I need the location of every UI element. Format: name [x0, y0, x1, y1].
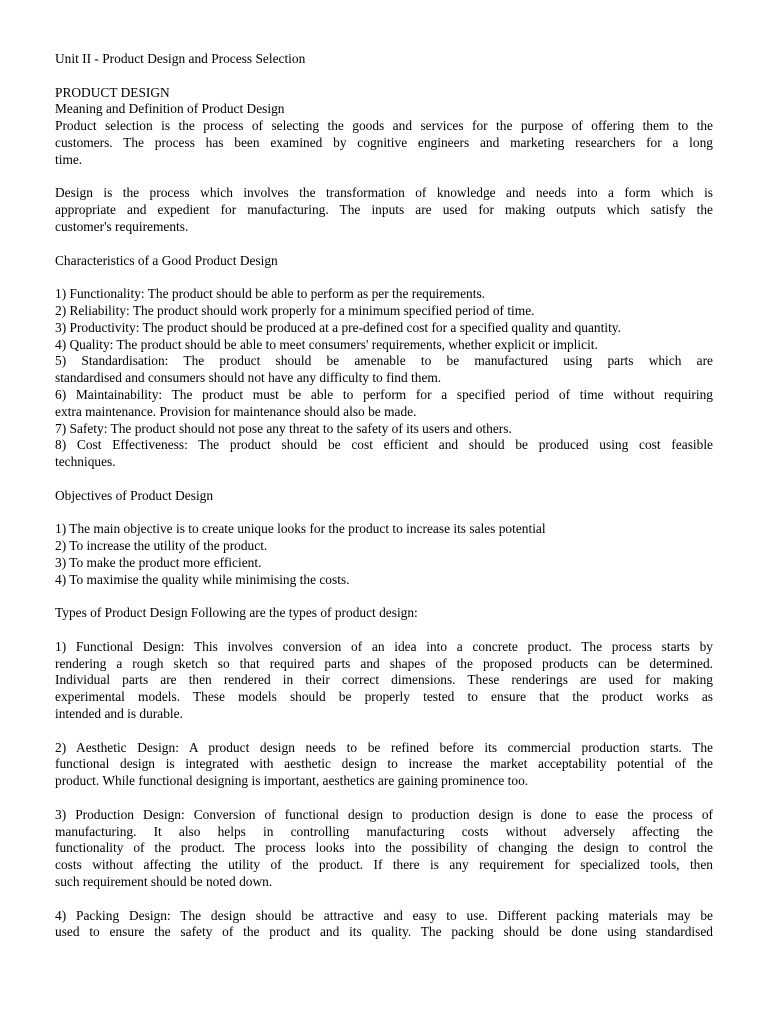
characteristics-heading: Characteristics of a Good Product Design — [55, 252, 278, 268]
text-line: 1) Functional Design: This involves conversion of an idea into a concrete product. The process starts by — [55, 638, 713, 654]
text-line: functional design is integrated with aesthetic design to increase the market acceptability potential of the — [55, 756, 713, 772]
list-item: 5) Standardisation: The product should be amenable to be manufactured using parts which are — [55, 353, 713, 369]
text-line: Individual parts are then rendered in their correct dimensions. These renderings are used for making — [55, 672, 713, 688]
paragraph-packing-design — [55, 908, 713, 942]
text-line: Design is the process which involves the transformation of knowledge and needs into a form which is — [55, 185, 713, 201]
text-line: 2) Aesthetic Design: A product design needs to be refined before its commercial production starts. The — [55, 739, 713, 755]
list-item: 4) To maximise the quality while minimising the costs. — [55, 571, 350, 587]
text-line: manufacturing. It also helps in controlling manufacturing costs without adversely affecting the — [55, 823, 713, 839]
list-item: 4) Quality: The product should be able to meet consumers' requirements, whether explicit or implicit. — [55, 336, 598, 352]
paragraph-functional-design — [55, 639, 713, 723]
text-line: functionality of the product. The process looks into the possibility of changing the design to control the — [55, 840, 713, 856]
objectives-list — [55, 521, 713, 588]
text-line: Product selection is the process of selecting the goods and services for the purpose of offering them to the — [55, 118, 713, 134]
list-item: extra maintenance. Provision for maintenance should also be made. — [55, 403, 417, 419]
subsection-heading: Meaning and Definition of Product Design — [55, 101, 285, 117]
types-heading: Types of Product Design Following are the types of product design: — [55, 605, 418, 621]
text-line: 4) Packing Design: The design should be attractive and easy to use. Different packing materials may be — [55, 907, 713, 923]
text-line: costs without affecting the utility of the product. If there is any requirement for specialized tools, then — [55, 857, 713, 873]
document-body — [55, 51, 713, 941]
text-line: 3) Production Design: Conversion of functional design to production design is done to ease the process of — [55, 806, 713, 822]
text-line: rendering a rough sketch so that required parts and shapes of the proposed products can be determined. — [55, 655, 713, 671]
paragraph-design-definition — [55, 185, 713, 235]
list-item: techniques. — [55, 454, 116, 470]
list-item: 3) Productivity: The product should be produced at a pre-defined cost for a specified quality and quantity. — [55, 319, 621, 335]
text-line: such requirement should be noted down. — [55, 874, 273, 890]
text-line: customer's requirements. — [55, 218, 189, 234]
list-item: 1) Functionality: The product should be able to perform as per the requirements. — [55, 286, 485, 302]
list-item: 7) Safety: The product should not pose any threat to the safety of its users and others. — [55, 420, 512, 436]
text-line: appropriate and expedient for manufacturing. The inputs are used for making outputs which satisfy the — [55, 202, 713, 218]
text-line: customers. The process has been examined by cognitive engineers and marketing researchers for a long — [55, 134, 713, 150]
text-line: product. While functional designing is important, aesthetics are gaining prominence too. — [55, 773, 529, 789]
list-item: 3) To make the product more efficient. — [55, 554, 262, 570]
unit-title: Unit II - Product Design and Process Selection — [55, 51, 306, 66]
section-heading: PRODUCT DESIGN — [55, 84, 170, 100]
text-line: used to ensure the safety of the product and its quality. The packing should be done using standardised — [55, 924, 713, 940]
objectives-heading: Objectives of Product Design — [55, 487, 214, 503]
text-line: time. — [55, 151, 83, 167]
paragraph-production-design — [55, 807, 713, 891]
list-item: 2) To increase the utility of the product. — [55, 538, 268, 554]
list-item: 2) Reliability: The product should work properly for a minimum specified period of time. — [55, 302, 535, 318]
paragraph-product-selection — [55, 118, 713, 168]
list-item: 8) Cost Effectiveness: The product should be cost efficient and should be produced using cost feasible — [55, 437, 713, 453]
list-item: 6) Maintainability: The product must be able to perform for a specified period of time without requiring — [55, 386, 713, 402]
list-item: standardised and consumers should not have any difficulty to find them. — [55, 370, 442, 386]
text-line: experimental models. These models should be properly tested to ensure that the product works as — [55, 689, 713, 705]
list-item: 1) The main objective is to create unique looks for the product to increase its sales potential — [55, 521, 546, 537]
paragraph-aesthetic-design — [55, 740, 713, 790]
text-line: intended and is durable. — [55, 706, 183, 722]
characteristics-list — [55, 286, 713, 471]
